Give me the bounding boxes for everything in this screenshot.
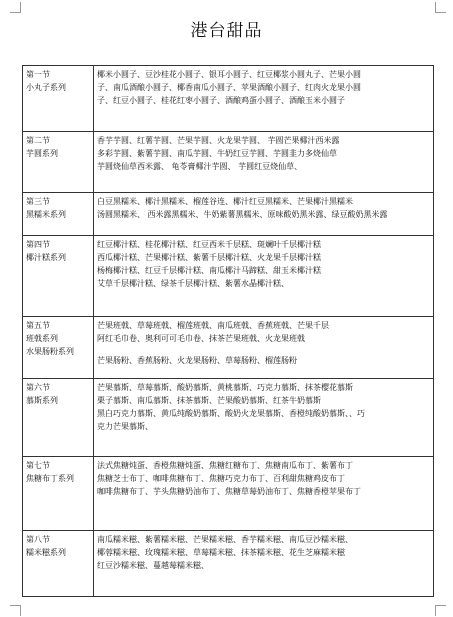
section-name: 糯米糍系列 <box>26 548 66 557</box>
crop-mark-top-right <box>435 2 446 13</box>
section-header-cell <box>23 236 94 317</box>
item-line: 焦糖芝士布丁、咖啡焦糖布丁、焦糖巧克力布丁、百利甜焦糖鸡皮布丁 <box>97 474 345 483</box>
item-line: 汤圆黑糯米、 西米露黑糯米、牛奶紫薯黑糯米、原味酸奶黑米露、绿豆酸奶黑米露 <box>97 210 388 219</box>
crop-mark-bottom-left <box>10 605 21 616</box>
section-number: 第七节 <box>26 461 50 470</box>
item-line: 芒果慕斯、草莓慕斯、酸奶慕斯、黄桃慕斯、巧克力慕斯、抹茶樱花慕斯 <box>97 383 353 392</box>
item-line: 多彩芋圆、紫薯芋圆、南瓜芋圆、牛奶红豆芋圆、芋圆韭力多烧仙草 <box>97 149 337 158</box>
section-row <box>23 236 434 317</box>
item-line: 克力芒果慕斯、 <box>97 422 153 431</box>
item-line: 子、南瓜酒酿小圆子、椰香南瓜小圆子、苹果酒酿小圆子、红肉火龙果小圆 <box>97 83 361 92</box>
item-line: 白豆黑糯米、椰汁黑糯米、榴莲谷连、椰汁红豆黑糯米、芒果椰汁黑糯米 <box>97 197 353 206</box>
section-items-cell <box>94 193 434 236</box>
section-name: 慕斯系列 <box>26 396 58 405</box>
item-line: 芒果肠粉、香蕉肠粉、火龙果肠粉、草莓肠粉、榴莲肠粉 <box>97 356 297 365</box>
section-header-cell <box>23 317 94 379</box>
section-number: 第一节 <box>26 70 50 79</box>
item-line: 椰蓉糯米糍、玫瑰糯米糍、草莓糯米糍、抹茶糯米糍、花生芝麻糯米糍 <box>97 548 345 557</box>
section-row <box>23 379 434 457</box>
item-line: 西瓜椰汁糕、芒果椰汁糕、紫薯千层椰汁糕、火龙果千层椰汁糕 <box>97 253 321 262</box>
section-name: 芋圆系列 <box>26 149 58 158</box>
section-number: 第五节 <box>26 321 50 330</box>
section-number: 第六节 <box>26 383 50 392</box>
section-row <box>23 317 434 379</box>
section-header-cell <box>23 66 94 132</box>
item-line: 杨梅椰汁糕、红豆千层椰汁糕、南瓜椰汁马蹄糕、甜玉米椰汁糕 <box>97 266 321 275</box>
section-name: 黑糯米系列 <box>26 210 66 219</box>
section-items-cell <box>94 379 434 457</box>
section-header-cell <box>23 379 94 457</box>
section-row <box>23 531 434 597</box>
section-items-cell <box>94 66 434 132</box>
item-line: 黑白巧克力慕斯、黄瓜纯酸奶慕斯、酸奶火龙果慕斯、香橙纯酸奶慕斯、、巧 <box>97 409 365 418</box>
section-items-cell <box>94 457 434 531</box>
section-items-cell <box>94 132 434 193</box>
section-row <box>23 193 434 236</box>
crop-mark-bottom-right <box>435 605 446 616</box>
item-line: 红豆椰汁糕、桂花椰汁糕、红豆西米千层糕、斑斓叶千层椰汁糕 <box>97 240 321 249</box>
item-line: 红豆沙糯米糍、蔓越莓糯米糍、 <box>97 561 209 570</box>
item-line: 南瓜糯米糍、紫薯糯米糍、芒果糯米糍、香芋糯米糍、南瓜豆沙糯米糍、 <box>97 535 353 544</box>
section-row <box>23 132 434 193</box>
section-number: 第四节 <box>26 240 50 249</box>
item-line: 阿红毛巾卷、奥利可可毛巾卷、抹茶芒果班戟、火龙果班戟 <box>97 334 305 343</box>
item-line: 子、红豆小圆子、桂花红枣小圆子、酒酿鸡蛋小圆子、酒酿玉米小圆子 <box>97 96 345 105</box>
dessert-menu-table <box>22 65 434 597</box>
item-line: 咖啡焦糖布丁、芋头焦糖奶油布丁、焦糖草莓奶油布丁、焦糖香橙苹果布丁 <box>97 487 361 496</box>
section-number: 第三节 <box>26 197 50 206</box>
section-name: 小丸子系列 <box>26 83 66 92</box>
document-title: 港台甜品 <box>190 21 263 41</box>
section-items-cell <box>94 531 434 597</box>
item-line: 法式焦糖炖蛋、香橙焦糖炖蛋、焦糖红糖布丁、焦糖南瓜布丁、紫薯布丁 <box>97 461 353 470</box>
section-header-cell <box>23 457 94 531</box>
item-line: 香芋芋圆、红薯芋圆、芒果芋圆、火龙果芋圆、 芋圆芒果椰汁西米露 <box>97 136 340 145</box>
section-name: 椰汁糕系列 <box>26 253 66 262</box>
section-name: 班戟系列 <box>26 334 58 343</box>
section-row <box>23 66 434 132</box>
section-header-cell <box>23 132 94 193</box>
section-name-secondary: 水果肠粉系列 <box>26 347 74 356</box>
item-line: 芒果班戟、草莓班戟、榴莲班戟、南瓜班戟、香蕉班戟、芒果千层 <box>97 321 329 330</box>
item-line: 艾草千层椰汁糕、绿茶千层椰汁糕、紫薯水晶椰汁糕、 <box>97 279 289 288</box>
item-line: 椰米小圆子、豆沙桂花小圆子、银耳小圆子、红豆椰浆小圆丸子、芒果小圆 <box>97 70 361 79</box>
section-items-cell <box>94 236 434 317</box>
section-header-cell <box>23 193 94 236</box>
section-number: 第八节 <box>26 535 50 544</box>
section-number: 第二节 <box>26 136 50 145</box>
section-row <box>23 457 434 531</box>
blank-line <box>97 345 430 354</box>
section-items-cell <box>94 317 434 379</box>
section-header-cell <box>23 531 94 597</box>
section-name: 焦糖布丁系列 <box>26 474 74 483</box>
crop-mark-top-left <box>10 2 21 13</box>
item-line: 栗子慕斯、南瓜慕斯、抹茶慕斯、芒果酸奶慕斯、红茶牛奶慕斯 <box>97 396 321 405</box>
item-line: 芋圆烧仙草西米露、 龟苓膏椰汁芋圆、 芋圆红豆烧仙草、 <box>97 162 303 171</box>
